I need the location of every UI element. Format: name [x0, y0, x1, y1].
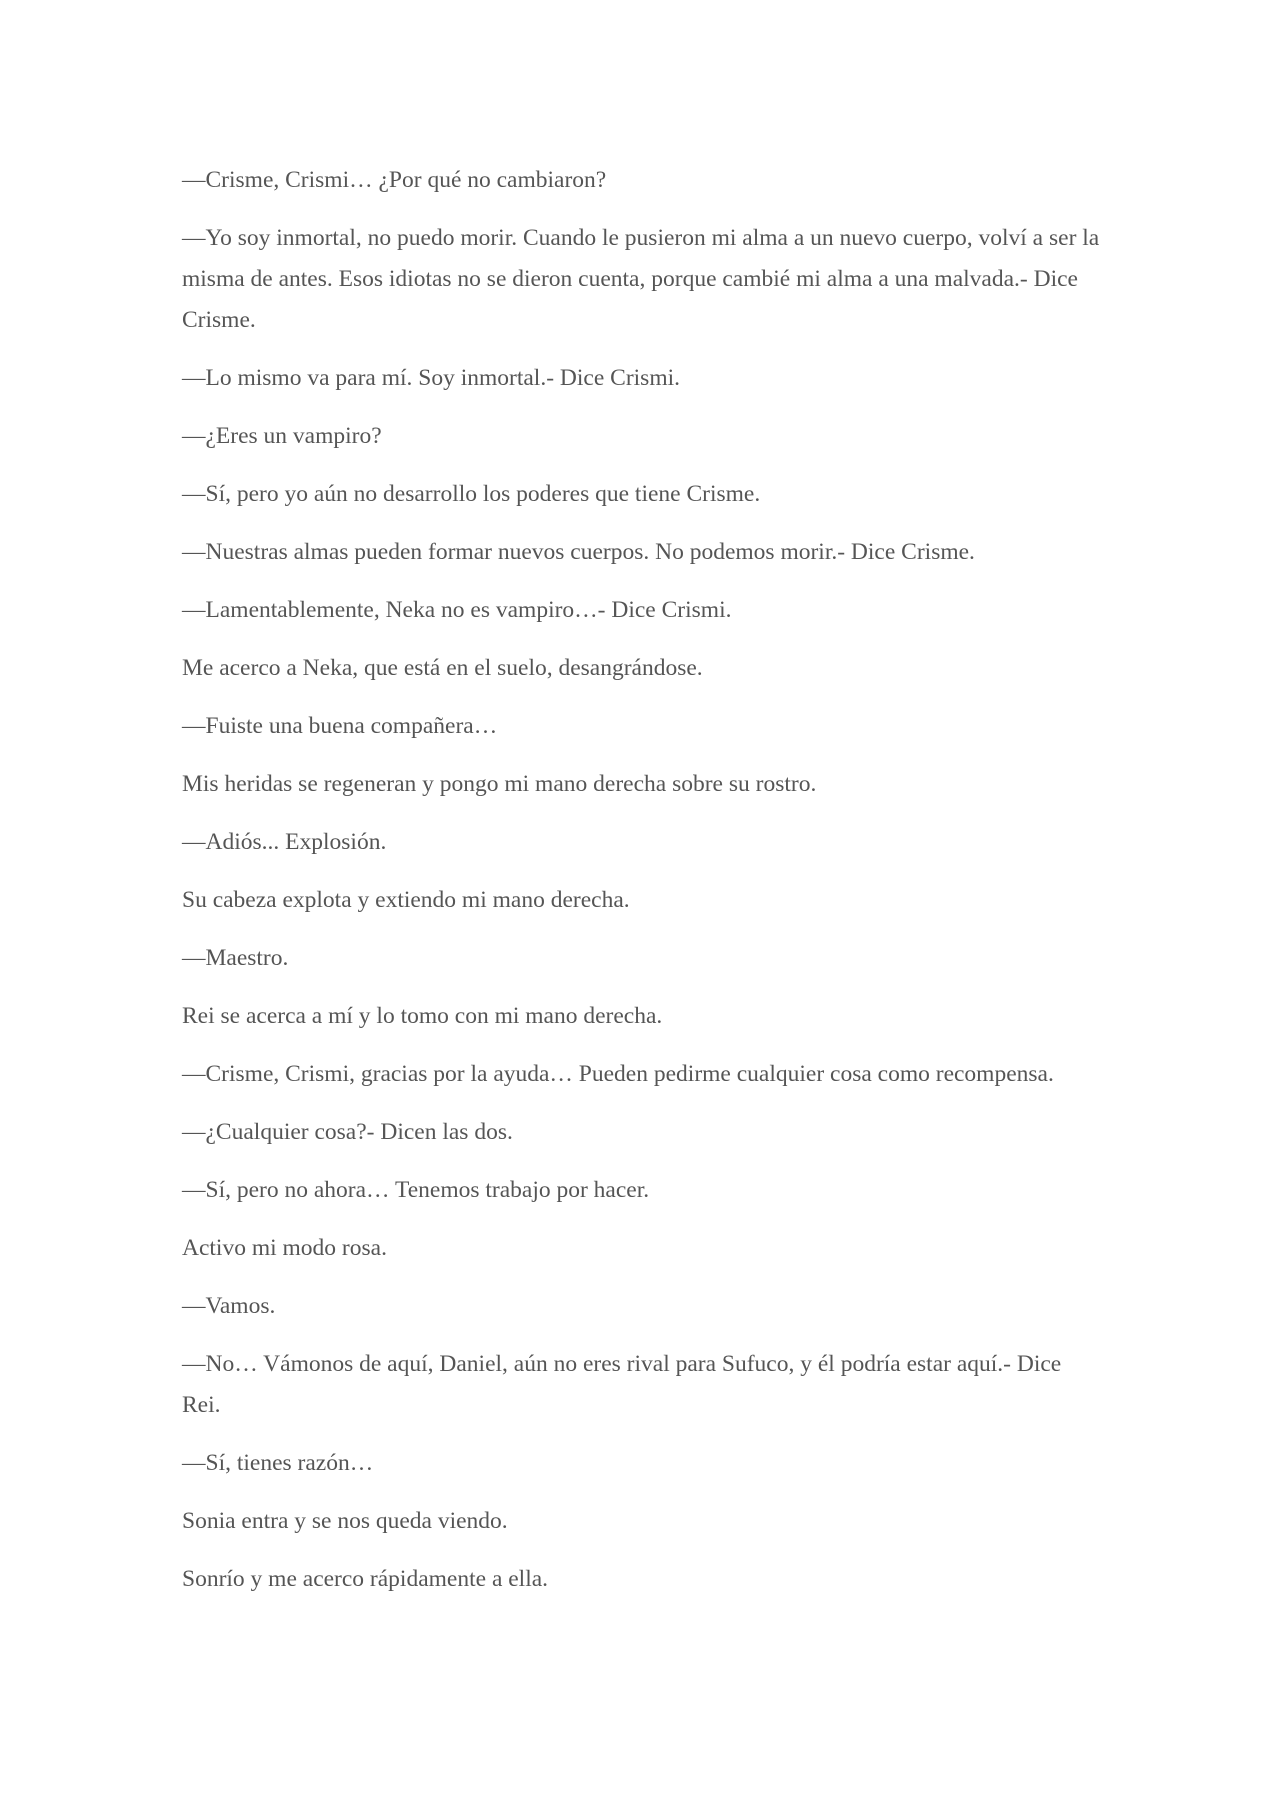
paragraph: Sonia entra y se nos queda viendo. — [182, 1508, 508, 1534]
paragraph: —Fuiste una buena compañera… — [182, 713, 498, 739]
paragraph: —Sí, pero yo aún no desarrollo los poderes que tiene Crisme. — [182, 481, 761, 507]
paragraph: Activo mi modo rosa. — [182, 1235, 387, 1261]
paragraph: Sonrío y me acerco rápidamente a ella. — [182, 1566, 549, 1592]
paragraph: —Crisme, Crismi… ¿Por qué no cambiaron? — [182, 167, 607, 193]
document-body — [182, 160, 1102, 1617]
paragraph: Mis heridas se regeneran y pongo mi mano derecha sobre su rostro. — [182, 771, 817, 797]
paragraph: —Crisme, Crismi, gracias por la ayuda… Pueden pedirme cualquier cosa como recompensa. — [182, 1061, 1054, 1087]
paragraph: —Maestro. — [182, 945, 289, 971]
paragraph: —Vamos. — [182, 1293, 276, 1319]
paragraph: —Nuestras almas pueden formar nuevos cuerpos. No podemos morir.- Dice Crisme. — [182, 539, 975, 565]
paragraph: —¿Eres un vampiro? — [182, 423, 382, 449]
paragraph: Su cabeza explota y extiendo mi mano derecha. — [182, 887, 630, 913]
paragraph: —Yo soy inmortal, no puedo morir. Cuando le pusieron mi alma a un nuevo cuerpo, volví a ser la misma de antes. Esos idiotas no se dieron cuenta, porque cambié mi alma a una malvada.- Dice Crisme. — [182, 225, 1100, 333]
paragraph: —Lo mismo va para mí. Soy inmortal.- Dice Crismi. — [182, 365, 680, 391]
paragraph: —No… Vámonos de aquí, Daniel, aún no eres rival para Sufuco, y él podría estar aquí.- Dice Rei. — [182, 1351, 1062, 1418]
paragraph: —Sí, pero no ahora… Tenemos trabajo por hacer. — [182, 1177, 650, 1203]
paragraph: —Sí, tienes razón… — [182, 1450, 374, 1476]
paragraph: —Lamentablemente, Neka no es vampiro…- Dice Crismi. — [182, 597, 732, 623]
paragraph: Me acerco a Neka, que está en el suelo, desangrándose. — [182, 655, 703, 681]
paragraph: —Adiós... Explosión. — [182, 829, 387, 855]
paragraph: —¿Cualquier cosa?- Dicen las dos. — [182, 1119, 513, 1145]
paragraph: Rei se acerca a mí y lo tomo con mi mano derecha. — [182, 1003, 663, 1029]
